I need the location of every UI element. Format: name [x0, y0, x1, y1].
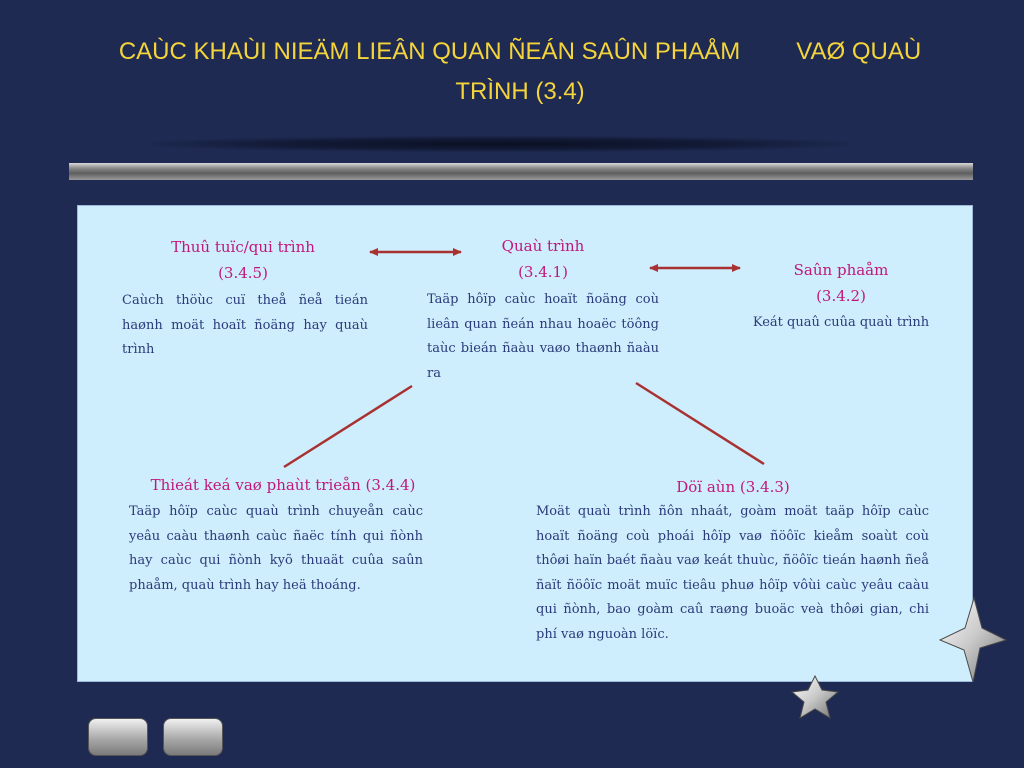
procedure-heading — [148, 234, 338, 286]
connector-process-design — [284, 386, 412, 467]
title-shadow — [150, 136, 850, 152]
nav-forward-button[interactable] — [163, 718, 223, 756]
procedure-description: Caùch thöùc cuï theå ñeå tieán haønh moät hoaït ñoäng hay quaù trình — [122, 293, 368, 357]
connector-process-project — [636, 383, 764, 464]
product-heading — [746, 257, 936, 309]
product-code: (3.4.2) — [816, 287, 866, 305]
title-line-1a: CAÙC KHAÙI NIEÄM LIEÂN QUAN ÑEÁN SAÛN PHAÅM — [118, 38, 741, 65]
procedure-title: Thuû tuïc/qui trình — [171, 238, 315, 256]
product-description: Keát quaû cuûa quaù trình — [752, 315, 930, 330]
title-divider — [69, 163, 973, 180]
project-description: Moät quaù trình ñôn nhaát, goàm moät taäp hôïp caùc hoaït ñoäng coù phoái hôïp vaø ñöôïc kieåm soaùt coù thôøi haïn baét ñaàu vaø keát thuùc, ñöôïc tieán haønh ñeå ñaït ñöôïc moät muïc tieâu phuø hôïp vôùi caùc yeâu caàu qui ñònh, bao goàm caû raøng buoäc veà thôøi gian, chi phí vaø nguoàn löïc. — [536, 504, 929, 642]
nav-back-button[interactable] — [88, 718, 148, 756]
product-title: Saûn phaåm — [793, 261, 889, 279]
process-description: Taäp hôïp caùc hoaït ñoäng coù lieân quan ñeán nhau hoaëc töông taùc bieán ñaàu vaøo thaønh ñaàu ra — [427, 292, 659, 381]
procedure-code: (3.4.5) — [218, 264, 268, 282]
process-title: Quaù trình — [501, 237, 585, 255]
process-code: (3.4.1) — [518, 263, 568, 281]
star-icon — [792, 676, 838, 718]
design-heading: Thieát keá vaø phaùt trieån (3.4.4) — [150, 476, 416, 494]
project-heading: Döï aùn (3.4.3) — [676, 478, 790, 496]
slide-title — [90, 32, 950, 112]
title-line-1b: VAØ QUAÙ — [796, 38, 922, 65]
design-description: Taäp hôïp caùc quaù trình chuyeån caùc yeâu caàu thaønh caùc ñaëc tính qui ñònh hay caùc qui ñònh kyõ thuaät cuûa saûn phaåm, quaù trình hay heä thoáng. — [129, 504, 423, 593]
star-icon — [940, 598, 1006, 682]
process-heading — [448, 233, 638, 285]
title-line-2: TRÌNH (3.4) — [455, 78, 585, 105]
stars-decoration — [760, 590, 1010, 730]
